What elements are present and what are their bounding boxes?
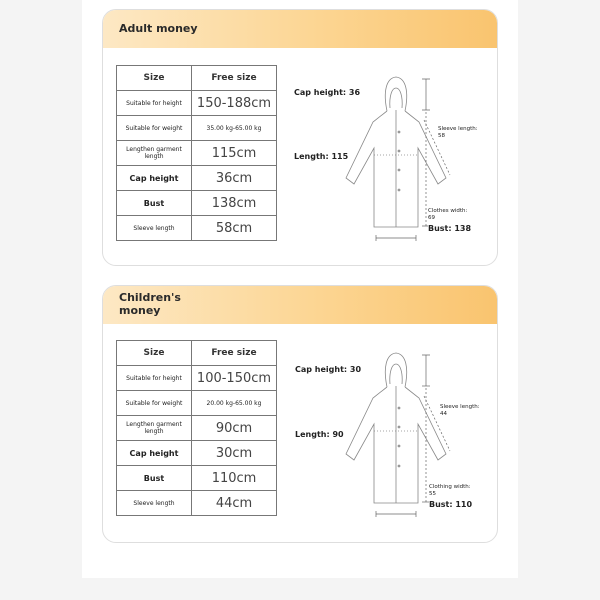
table-row	[117, 116, 277, 141]
weight-key: Suitable for weight	[117, 391, 192, 416]
length-key: Lengthen garment length	[117, 141, 192, 166]
length-value: 115cm	[192, 141, 277, 166]
sleeve-key: Sleeve length	[117, 216, 192, 241]
clothes-width-label: Clothes width: 69	[428, 208, 476, 222]
sleeve-length-label: Sleeve length: 44	[440, 404, 484, 418]
cap-height-key: Cap height	[117, 441, 192, 466]
bust-label: Bust: 138	[428, 224, 472, 233]
sleeve-length-label: Sleeve length: 58	[438, 126, 482, 140]
table-row	[117, 466, 277, 491]
table-header-row	[117, 341, 277, 366]
bust-value: 138cm	[192, 191, 277, 216]
size-header: Size	[117, 66, 192, 91]
table-row	[117, 91, 277, 116]
length-label: Length: 90	[295, 430, 344, 439]
adult-card-title: Adult money	[119, 22, 198, 35]
table-row	[117, 441, 277, 466]
cap-height-value: 30cm	[192, 441, 277, 466]
adult-size-table	[116, 65, 277, 241]
cap-height-label: Cap height: 36	[294, 88, 361, 97]
table-row	[117, 416, 277, 441]
height-value: 150-188cm	[192, 91, 277, 116]
weight-key: Suitable for weight	[117, 116, 192, 141]
table-row	[117, 491, 277, 516]
table-row	[117, 141, 277, 166]
height-key: Suitable for height	[117, 366, 192, 391]
table-row	[117, 216, 277, 241]
children-card-title: Children's money	[119, 291, 181, 317]
bust-label: Bust: 110	[429, 500, 473, 509]
bust-key: Bust	[117, 466, 192, 491]
children-size-table	[116, 340, 277, 516]
children-size-card	[102, 285, 498, 543]
table-row	[117, 366, 277, 391]
table-row	[117, 391, 277, 416]
length-value: 90cm	[192, 416, 277, 441]
cap-height-key: Cap height	[117, 166, 192, 191]
clothing-width-label: Clothing width: 55	[429, 484, 477, 498]
cap-height-label: Cap height: 30	[295, 365, 362, 374]
length-key: Lengthen garment length	[117, 416, 192, 441]
size-header: Size	[117, 341, 192, 366]
adult-raincoat-figure	[288, 10, 497, 265]
weight-value: 35.00 kg-65.00 kg	[192, 116, 277, 141]
weight-value: 20.00 kg-65.00 kg	[192, 391, 277, 416]
free-size-header: Free size	[192, 66, 277, 91]
sleeve-key: Sleeve length	[117, 491, 192, 516]
children-raincoat-figure	[288, 286, 497, 541]
table-row	[117, 166, 277, 191]
bust-value: 110cm	[192, 466, 277, 491]
free-size-header: Free size	[192, 341, 277, 366]
height-key: Suitable for height	[117, 91, 192, 116]
height-value: 100-150cm	[192, 366, 277, 391]
table-header-row	[117, 66, 277, 91]
sleeve-value: 58cm	[192, 216, 277, 241]
length-label: Length: 115	[294, 152, 349, 161]
adult-size-card	[102, 9, 498, 266]
table-row	[117, 191, 277, 216]
bust-key: Bust	[117, 191, 192, 216]
sleeve-value: 44cm	[192, 491, 277, 516]
cap-height-value: 36cm	[192, 166, 277, 191]
